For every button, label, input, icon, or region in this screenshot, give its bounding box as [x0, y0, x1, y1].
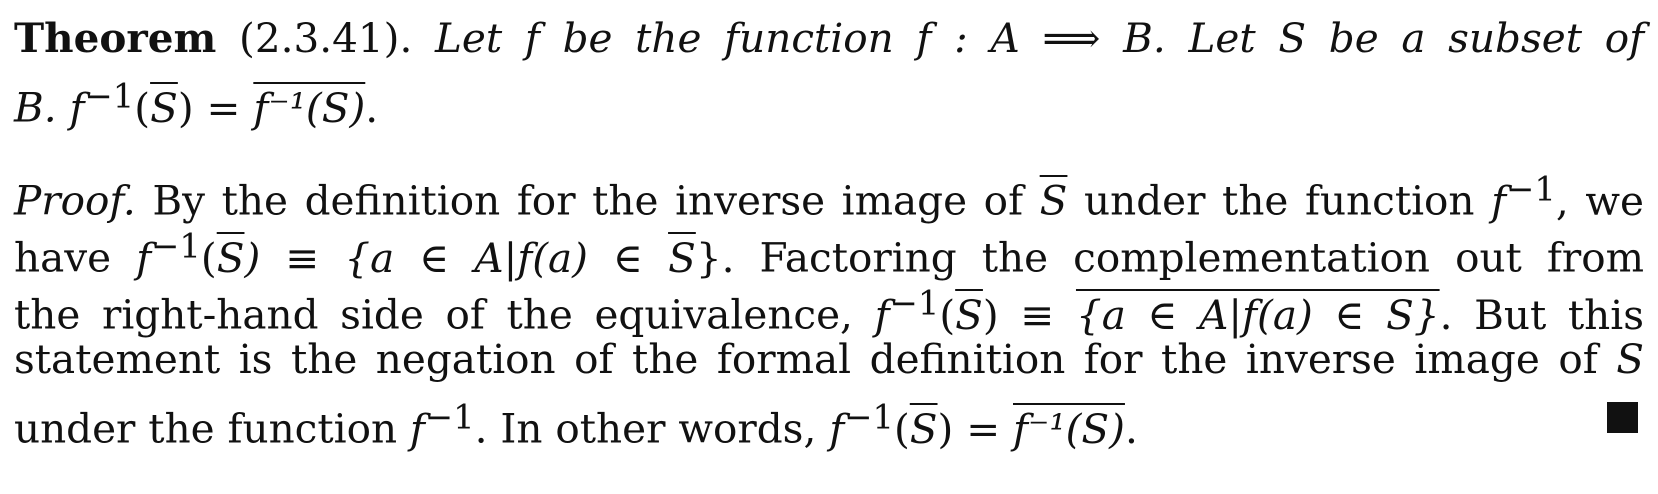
eq-f: f [69, 83, 85, 132]
proof-line5-sup2: −1 [844, 397, 894, 436]
paper-excerpt [14, 10, 1645, 453]
proof-line5-sup: −1 [424, 397, 475, 436]
proof-line3-paren: ( [939, 290, 956, 339]
proof-line2-close: }. [695, 233, 735, 282]
proof-line5-complement-of-preimage: f⁻¹(S) [1013, 404, 1125, 453]
theorem-equation [69, 76, 379, 132]
theorem-math-f: f [524, 14, 540, 62]
theorem-text-3: Let [1188, 14, 1256, 62]
proof-line5-s-complement: $\overline{S}$ [909, 404, 938, 453]
proof-line5-paren: ( [893, 404, 910, 453]
proof-line2-s-complement: $\overline{S}$ [216, 233, 245, 282]
proof-line-2 [14, 217, 1645, 282]
proof-line1-text-1: By the definition for the inverse image of [152, 176, 1024, 225]
proof-line5-equation [829, 397, 1138, 453]
theorem-line-1 [14, 10, 1644, 67]
theorem-text-4: be a subset of [1328, 14, 1645, 62]
proof-line1-s-complement: $\overline{S}$ [1039, 176, 1068, 225]
proof-line2-set-builder: ) ≡ {a ∈ A|f(a) ∈ [244, 233, 643, 282]
proof-line4-text-1: statement is the negation of the formal definition for the inverse image of [14, 335, 1598, 383]
proof-line2-sup: −1 [151, 226, 201, 265]
proof-line-4 [14, 331, 1644, 388]
proof-line5-text-2: . In other words, [474, 404, 817, 453]
proof-line2-paren: ( [200, 233, 217, 282]
proof-line3-text-2: . But this [1439, 290, 1645, 339]
eq-paren-close-equals: ) = [177, 83, 241, 132]
theorem-math-mapping: f : A ⟹ B. [916, 14, 1166, 62]
proof-line5-f2: f [829, 404, 845, 453]
proof-line1-text-2: under the function [1084, 176, 1475, 225]
proof-line1-text-3: , we [1555, 176, 1645, 225]
theorem-math-s: S [1278, 14, 1307, 62]
proof-line1-sup: −1 [1506, 169, 1556, 208]
eq-inverse-sup: −1 [84, 76, 135, 115]
proof-line-3 [14, 274, 1645, 339]
eq-s-complement: $\overline{S}$ [150, 83, 178, 132]
proof-line2-s-complement-2: $\overline{S}$ [668, 233, 696, 282]
eq-period: . [365, 83, 379, 132]
proof-line3-complemented-set: {a ∈ A|f(a) ∈ S} [1075, 290, 1440, 339]
eq-complement-of-preimage: f⁻¹(S) [253, 83, 366, 132]
proof-line3-equiv: ) ≡ [982, 290, 1055, 339]
qed-square-icon [1607, 402, 1638, 433]
proof-line2-text-1: have [14, 233, 112, 282]
proof-line3-f: f [874, 290, 890, 339]
theorem-line-2 [14, 67, 1644, 132]
proof-line1-f: f [1491, 176, 1507, 225]
proof-line3-s-complement: $\overline{S}$ [955, 290, 983, 339]
proof-line2-text-2: Factoring the complementation out from [759, 233, 1645, 282]
proof-line2-f: f [136, 233, 152, 282]
proof-line5-finv [409, 397, 475, 453]
proof-line-1 [14, 160, 1645, 225]
theorem-number: (2.3.41). [239, 14, 413, 62]
theorem-math-b: B. [14, 83, 57, 132]
eq-paren-open: ( [134, 83, 151, 132]
proof-line5-period: . [1124, 404, 1138, 453]
proof-line5-f: f [409, 404, 425, 453]
theorem-text-2: be the function [562, 14, 894, 62]
proof-line-5 [14, 388, 1644, 453]
proof-line5-text-1: under the function [14, 404, 398, 453]
proof-label: Proof. [14, 176, 136, 225]
proof-line5-equals: ) = [937, 404, 1001, 453]
theorem-text-1: Let [435, 14, 503, 62]
proof-line3-text-1: the right-hand side of the equivalence, [14, 290, 853, 339]
theorem-label: Theorem [14, 14, 217, 62]
proof-line3-sup: −1 [889, 283, 940, 322]
proof-line4-s: S [1616, 335, 1644, 383]
